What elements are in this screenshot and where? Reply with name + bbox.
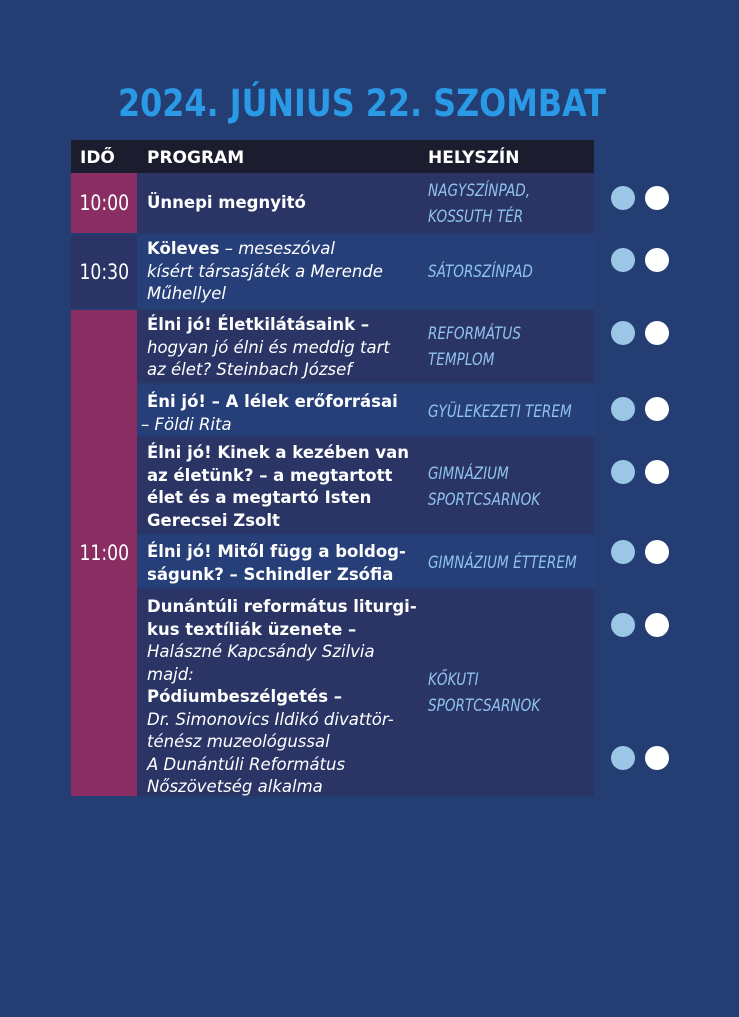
dot-icon <box>611 540 635 564</box>
dot-icon <box>611 460 635 484</box>
dot-icon <box>611 321 635 345</box>
table-header <box>71 140 594 173</box>
rating-dots <box>611 460 671 484</box>
dot-icon <box>611 248 635 272</box>
dot-icon <box>645 321 669 345</box>
rating-dots <box>611 746 671 770</box>
location-text: KŐKUTI SPORTCSARNOK <box>428 670 541 716</box>
dot-icon <box>645 186 669 210</box>
location-text: SÁTORSZÍNPAD <box>428 262 533 282</box>
rating-dots <box>611 248 671 272</box>
program-text: Élni jó! Kinek a kezében van az életünk? – a megtartott élet és a megtartó Isten Gerecsei Zsolt <box>147 443 409 530</box>
page-title: 2024. JÚNIUS 22. SZOMBAT <box>118 82 606 125</box>
rating-dots <box>611 613 671 637</box>
program-text: Élni jó! Mitől függ a boldog- ságunk? – Schindler Zsófia <box>147 542 406 584</box>
rating-dots <box>611 397 671 421</box>
dot-icon <box>645 248 669 272</box>
dot-icon <box>611 613 635 637</box>
rating-dots <box>611 540 671 564</box>
dot-icon <box>645 746 669 770</box>
header-program: PROGRAM <box>147 148 245 168</box>
dot-icon <box>645 397 669 421</box>
dot-icon <box>645 540 669 564</box>
location-text: REFORMÁTUS TEMPLOM <box>428 324 521 370</box>
program-text: Éni jó! – A lélek erőforrásai – Földi Rita <box>141 392 398 434</box>
time-cell: 10:00 <box>71 173 137 233</box>
time-cell: 10:30 <box>71 235 137 308</box>
location-text: NAGYSZÍNPAD, KOSSUTH TÉR <box>428 181 531 227</box>
location-text: GIMNÁZIUM SPORTCSARNOK <box>428 464 541 510</box>
dot-icon <box>611 397 635 421</box>
program-text: Köleves – meseszóval kísért társasjáték a Merende Műhellyel <box>147 239 383 303</box>
dot-icon <box>611 746 635 770</box>
time-cell: 11:00 <box>71 310 137 796</box>
program-text: Dunántúli református liturgi- kus textíliák üzenete – Halászné Kapcsándy Szilvia majd: Pódiumbeszélgetés – Dr. Simonovics Ildikó divattör- ténész muzeológussal A Dunántúli Református Nőszövetség alkalma <box>147 597 417 796</box>
rating-dots <box>611 321 671 345</box>
header-location: HELYSZÍN <box>428 148 520 168</box>
dot-icon <box>645 460 669 484</box>
program-text: Élni jó! Életkilátásaink – hogyan jó élni és meddig tart az élet? Steinbach József <box>147 315 390 379</box>
rating-dots <box>611 186 671 210</box>
dot-icon <box>611 186 635 210</box>
dot-icon <box>645 613 669 637</box>
location-text: GYÜLEKEZETI TEREM <box>428 402 572 422</box>
header-time: IDŐ <box>80 148 115 168</box>
program-text: Ünnepi megnyitó <box>147 193 306 212</box>
location-text: GIMNÁZIUM ÉTTEREM <box>428 553 577 573</box>
